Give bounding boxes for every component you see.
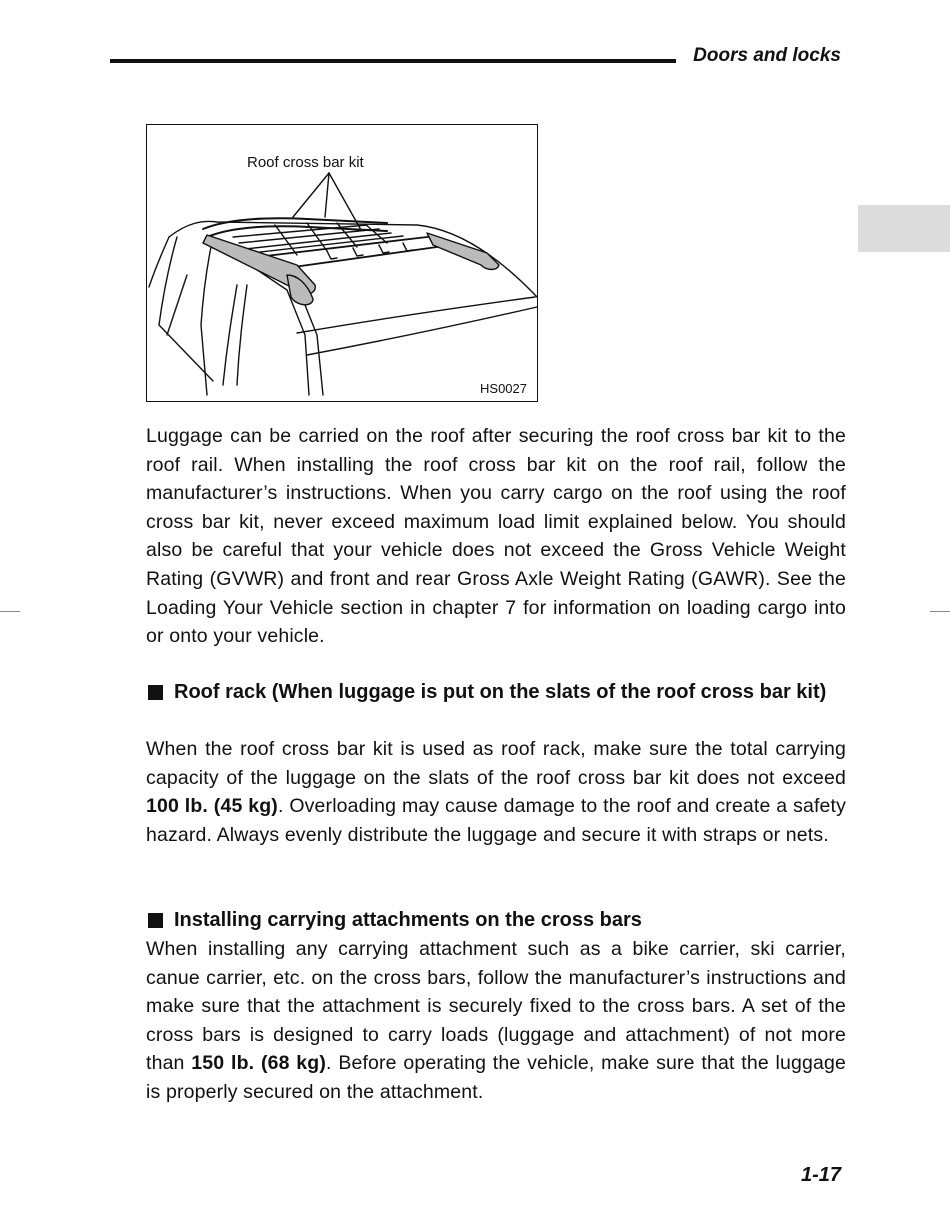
attachments-heading: [146, 906, 851, 935]
figure-label: Roof cross bar kit: [247, 154, 364, 171]
square-bullet-icon: [148, 685, 163, 700]
section-title: Doors and locks: [693, 45, 841, 66]
roof-rack-text-after: . Overloading may cause damage to the roof and create a safety hazard. Always evenly distribute the luggage and secure it with straps or nets.: [146, 795, 847, 846]
roof-rack-paragraph: [146, 735, 846, 849]
roof-rack-load-limit: 100 lb. (45 kg): [146, 795, 278, 818]
roof-rack-text-before: When the roof cross bar kit is used as roof rack, make sure the total carrying capacity of the luggage on the slats of the roof cross bar kit does not exceed: [146, 738, 846, 789]
chapter-side-tab: [858, 205, 950, 252]
intro-paragraph: Luggage can be carried on the roof after securing the roof cross bar kit to the roof rail. When installing the roof cross bar kit on the roof rail, follow the manufacturer’s instructions. When you carry cargo on the roof using the roof cross bar kit, never exceed maximum load limit explained below. You should also be careful that your vehicle does not exceed the Gross Vehicle Weight Rating (GVWR) and front and rear Gross Axle Weight Rating (GAWR). See the Loading Your Vehicle section in chapter 7 for information on loading cargo into or onto your vehicle.: [146, 425, 846, 648]
crop-mark-right: [930, 611, 950, 612]
page-number: 1-17: [800, 1164, 841, 1186]
attachments-load-limit: 150 lb. (68 kg): [191, 1052, 327, 1075]
attachments-heading-text: Installing carrying attachments on the cross bars: [174, 909, 642, 931]
figure-code: HS0027: [480, 381, 527, 396]
attachments-text-before: When installing any carrying attachment such as a bike carrier, ski carrier, canue carrier, etc. on the cross bars, follow the manufacturer’s instructions and make sure that the attachment is securely fixed to the cross bars. A set of the cross bars is designed to carry loads (luggage and attachment) of not more than: [146, 938, 846, 1075]
roof-rack-heading-text: Roof rack (When luggage is put on the slats of the roof cross bar kit): [174, 681, 827, 703]
crop-mark-left: [0, 611, 20, 612]
attachments-text-after: . Before operating the vehicle, make sure that the luggage is properly secured on the attachment.: [146, 1052, 847, 1103]
roof-rack-heading: [146, 678, 851, 707]
attachments-paragraph: [146, 935, 846, 1107]
roof-cross-bar-figure: [146, 124, 538, 402]
header-rule: [110, 59, 676, 63]
square-bullet-icon: [148, 913, 163, 928]
